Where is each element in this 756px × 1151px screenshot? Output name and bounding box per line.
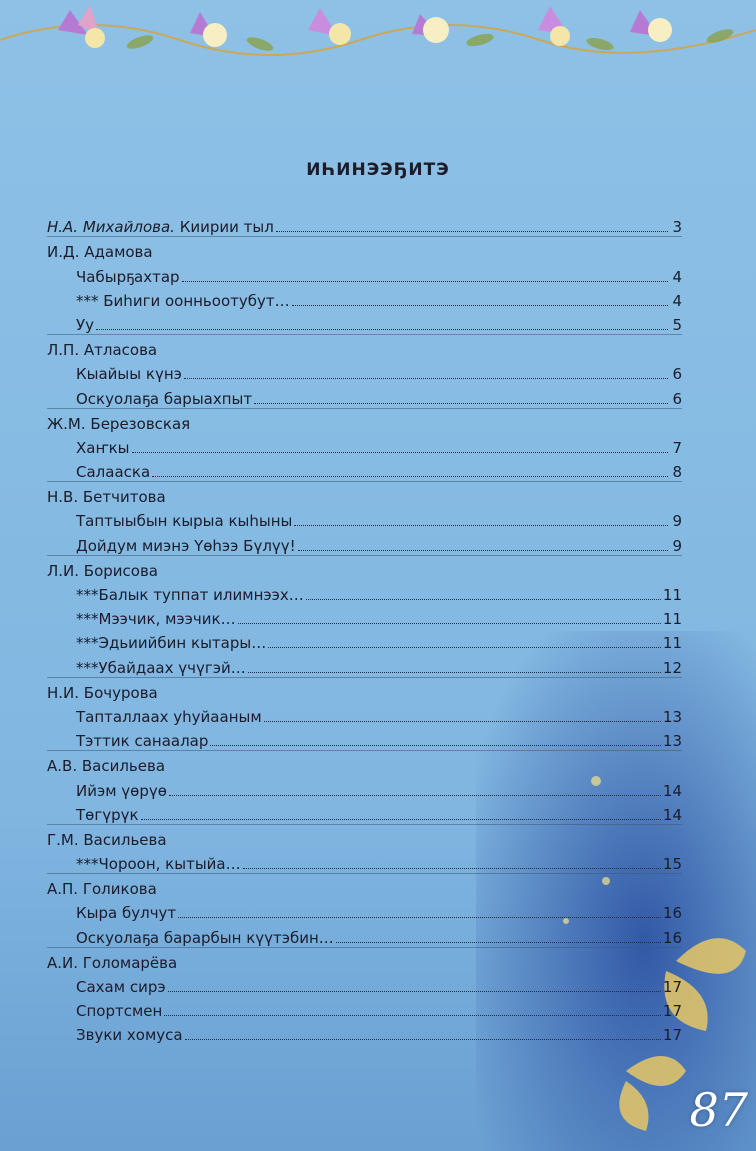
toc-entry-title: ***Мээчик, мээчик… bbox=[76, 610, 236, 629]
toc-author-name: И.Д. Адамова bbox=[47, 243, 153, 262]
table-of-contents bbox=[47, 212, 682, 1044]
toc-entry-page: 9 bbox=[672, 512, 682, 531]
toc-entry-title: Оскуолаҕа барарбын күүтэбин… bbox=[76, 928, 334, 947]
toc-entry-title: ***Эдьиийбин кытары… bbox=[76, 634, 267, 653]
dot-leader bbox=[306, 599, 661, 600]
toc-author bbox=[47, 678, 682, 702]
toc-entry bbox=[47, 261, 682, 285]
dot-leader bbox=[178, 917, 661, 918]
toc-entry-page: 5 bbox=[672, 315, 682, 334]
toc-entry-page: 17 bbox=[662, 978, 682, 996]
toc-entry-page: 3 bbox=[672, 218, 682, 237]
toc-author bbox=[47, 409, 682, 433]
toc-entry-title: *** Биһиги оонньоотубут… bbox=[76, 291, 290, 310]
toc-entry-title: ***Убайдаах үчүгэй… bbox=[76, 658, 246, 677]
page-title: ИҺИНЭЭҔИТЭ bbox=[306, 160, 450, 180]
toc-entry-page: 11 bbox=[662, 586, 682, 604]
dot-leader bbox=[210, 745, 661, 746]
toc-author bbox=[47, 237, 682, 261]
toc-entry-title: Ийэм үөрүө bbox=[76, 781, 167, 800]
dot-leader bbox=[184, 378, 668, 379]
toc-entry-page: 4 bbox=[672, 291, 682, 310]
toc-entry-page: 17 bbox=[662, 1002, 682, 1021]
toc-entry-page: 16 bbox=[662, 928, 682, 947]
toc-entry bbox=[47, 433, 682, 457]
toc-entry bbox=[47, 286, 682, 310]
dot-leader bbox=[298, 550, 668, 551]
dot-leader bbox=[294, 525, 668, 526]
dot-leader bbox=[292, 305, 668, 306]
toc-author-name: Н.И. Бочурова bbox=[47, 683, 158, 702]
toc-author bbox=[47, 825, 682, 849]
toc-author bbox=[47, 948, 682, 972]
toc-entry-page: 14 bbox=[662, 781, 682, 800]
toc-entry-page: 16 bbox=[662, 904, 682, 923]
toc-author-name: А.И. Голомарёва bbox=[47, 953, 178, 972]
toc-entry-title: Оскуолаҕа барыахпыт bbox=[76, 389, 253, 408]
toc-entry bbox=[47, 310, 682, 334]
toc-entry bbox=[47, 775, 682, 799]
toc-entry bbox=[47, 506, 682, 530]
toc-entry bbox=[47, 604, 682, 628]
dot-leader bbox=[96, 329, 668, 330]
toc-author-name: А.П. Голикова bbox=[47, 880, 157, 899]
toc-entry-title: Хаҥкы bbox=[76, 438, 130, 457]
toc-author-name: Л.П. Атласова bbox=[47, 341, 158, 360]
toc-entry-title: Чабырҕахтар bbox=[76, 267, 180, 286]
toc-entry bbox=[47, 530, 682, 554]
dot-leader bbox=[164, 1015, 661, 1016]
toc-entry-title: Таптыыбын кырыа кыһыны bbox=[76, 512, 293, 531]
toc-author bbox=[47, 335, 682, 359]
toc-entry-page: 6 bbox=[672, 365, 682, 384]
toc-entry-page: 17 bbox=[662, 1026, 682, 1045]
toc-entry bbox=[47, 212, 682, 236]
toc-entry-title: Тапталлаах уһуйааным bbox=[76, 707, 262, 726]
toc-entry-title: ***Чороон, кытыйа… bbox=[76, 855, 241, 874]
dot-leader bbox=[152, 476, 668, 477]
dot-leader bbox=[248, 672, 661, 673]
toc-author bbox=[47, 751, 682, 775]
toc-entry-page: 13 bbox=[662, 707, 682, 726]
dot-leader bbox=[168, 991, 661, 992]
toc-entry-title: Салааска bbox=[76, 463, 151, 482]
toc-entry bbox=[47, 702, 682, 726]
toc-entry-page: 15 bbox=[662, 855, 682, 874]
toc-author bbox=[47, 482, 682, 506]
dot-leader bbox=[141, 819, 661, 820]
toc-author-name: Ж.М. Березовская bbox=[47, 414, 191, 433]
toc-entry-page: 14 bbox=[662, 805, 682, 824]
dot-leader bbox=[268, 647, 661, 648]
toc-entry-page: 8 bbox=[672, 463, 682, 482]
toc-author-name: Л.И. Борисова bbox=[47, 561, 158, 580]
toc-author bbox=[47, 874, 682, 898]
toc-entry-page: 12 bbox=[662, 658, 682, 677]
dot-leader bbox=[264, 721, 661, 722]
toc-entry-title: Звуки хомуса bbox=[76, 1026, 183, 1045]
toc-author-name: Г.М. Васильева bbox=[47, 830, 167, 849]
toc-entry bbox=[47, 726, 682, 750]
toc-entry-page: 7 bbox=[672, 438, 682, 457]
toc-entry bbox=[47, 922, 682, 946]
toc-entry-title: Киирии тыл bbox=[174, 218, 274, 237]
toc-entry bbox=[47, 628, 682, 652]
toc-entry bbox=[47, 800, 682, 824]
toc-author-name: А.В. Васильева bbox=[47, 757, 166, 776]
toc-entry-page: 11 bbox=[662, 634, 682, 653]
toc-entry bbox=[47, 580, 682, 604]
dot-leader bbox=[169, 795, 661, 796]
toc-entry bbox=[47, 457, 682, 481]
toc-entry-title: Уу bbox=[76, 315, 95, 334]
toc-entry-title: Төгүрүк bbox=[76, 805, 139, 824]
toc-entry bbox=[47, 996, 682, 1020]
toc-entry-title: Кыра булчут bbox=[76, 904, 177, 923]
toc-entry-title: Сахам сирэ bbox=[76, 978, 166, 996]
toc-entry-author: Н.А. Михайлова. bbox=[47, 218, 175, 237]
toc-entry bbox=[47, 849, 682, 873]
toc-entry-page: 13 bbox=[662, 732, 682, 751]
toc-entry bbox=[47, 359, 682, 383]
toc-entry-title: Тэттик санаалар bbox=[76, 732, 209, 751]
toc-entry-title: ***Балык туппат илимнээх… bbox=[76, 586, 304, 604]
dot-leader bbox=[254, 403, 668, 404]
dot-leader bbox=[276, 231, 668, 232]
toc-entry bbox=[47, 652, 682, 676]
toc-entry bbox=[47, 972, 682, 996]
toc-entry-page: 11 bbox=[662, 610, 682, 629]
toc-entry-page: 6 bbox=[672, 389, 682, 408]
dot-leader bbox=[243, 868, 661, 869]
toc-entry bbox=[47, 1020, 682, 1044]
page-number: 87 bbox=[689, 1083, 748, 1137]
dot-leader bbox=[336, 942, 661, 943]
toc-entry bbox=[47, 383, 682, 407]
toc-entry-page: 4 bbox=[672, 267, 682, 286]
toc-entry-page: 9 bbox=[672, 536, 682, 555]
toc-author-name: Н.В. Бетчитова bbox=[47, 488, 166, 507]
dot-leader bbox=[238, 623, 661, 624]
toc-entry-title: Дойдум миэнэ Үөһээ Бүлүү! bbox=[76, 536, 296, 555]
dot-leader bbox=[185, 1039, 661, 1040]
toc-entry-title: Спортсмен bbox=[76, 1002, 163, 1021]
toc-entry bbox=[47, 898, 682, 922]
dot-leader bbox=[182, 281, 668, 282]
floral-ornament bbox=[0, 0, 756, 75]
toc-entry-title: Кыайыы күнэ bbox=[76, 365, 182, 384]
dot-leader bbox=[132, 452, 668, 453]
toc-author bbox=[47, 556, 682, 580]
